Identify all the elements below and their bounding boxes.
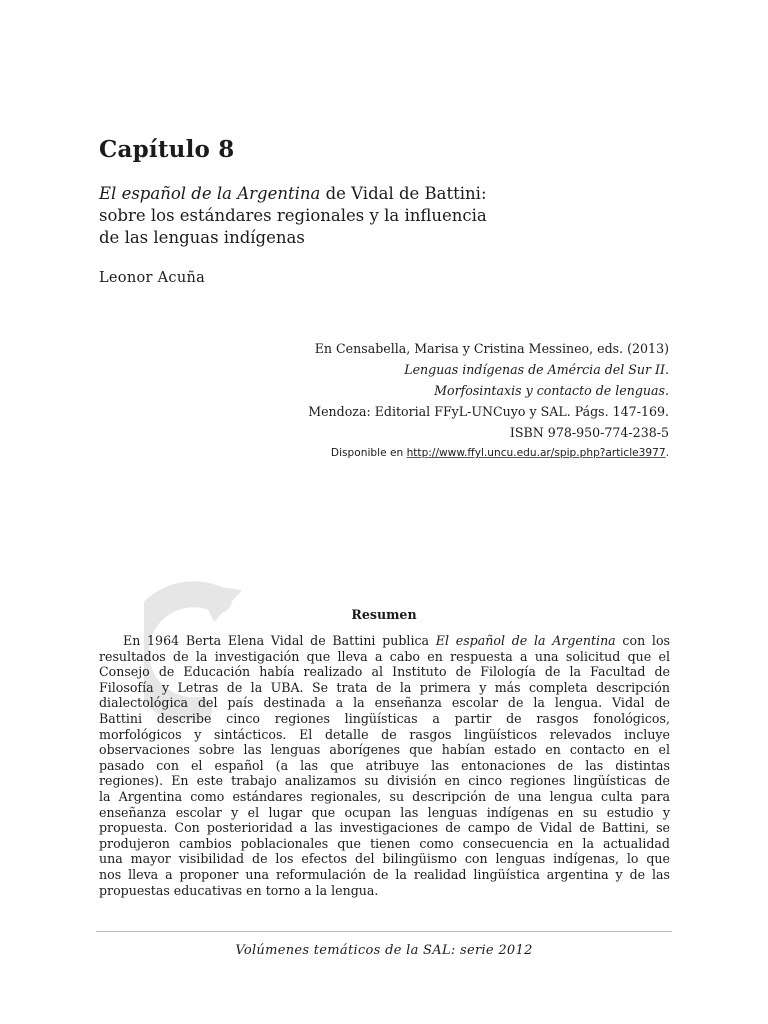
citation-book-line-1 (249, 359, 669, 380)
citation-isbn: ISBN 978-950-774-238-5 (509, 425, 669, 440)
abstract-line: enseñanza escolar y el lugar que ocupan las lenguas indígenas en su estudio y (99, 804, 670, 820)
abstract-line: dialectológica del país destinada a la enseñanza escolar de la lengua. Vidal de (99, 695, 670, 711)
abstract-line: observaciones sobre las lenguas aborígenes que habían estado en contacto en el (99, 742, 670, 758)
abstract-line: morfológicos y sintácticos. El detalle de rasgos lingüísticos relevados incluye (99, 726, 670, 742)
abstract-book-title: El español de la Argentina (435, 633, 616, 648)
article-title (99, 183, 559, 249)
citation-book-line-2 (249, 380, 669, 401)
abstract-line: regiones). En este trabajo analizamos su división en cinco regiones lingüísticas de (99, 773, 670, 789)
abstract-line: la Argentina como estándares regionales, su descripción de una lengua culta para (99, 788, 670, 804)
abstract-text: En 1964 Berta Elena Vidal de Battini publica (123, 633, 436, 648)
abstract-line: una mayor visibilidad de los efectos del bilingüismo con lenguas indígenas, lo que (99, 851, 670, 867)
availability-suffix: . (665, 447, 669, 459)
author-name: Leonor Acuña (99, 270, 206, 286)
abstract-line: propuestas educativas en torno a la lengua. (99, 882, 379, 898)
abstract-line: nos lleva a proponer una reformulación de la realidad lingüística argentina y de las (99, 866, 670, 882)
abstract-line: Consejo de Educación había realizado al Instituto de Filología de la Facultad de (99, 664, 670, 680)
book-title-italic: El español de la Argentina (99, 184, 321, 203)
citation-book-title-2: Morfosintaxis y contacto de lenguas. (434, 383, 669, 398)
abstract-text: con los (615, 633, 670, 648)
abstract-line: Battini describe cinco regiones lingüísticas a partir de rasgos fonológicos, (99, 710, 670, 726)
footer-divider (96, 931, 672, 932)
availability-prefix: Disponible en (330, 447, 407, 459)
abstract-body (99, 633, 670, 898)
title-line1-rest: de Vidal de Battini: (320, 184, 487, 203)
citation-book-title-1: Lenguas indígenas de Amércia del Sur II. (404, 362, 669, 377)
abstract-line: produjeron cambios poblacionales que tienen como consecuencia en la actualidad (99, 835, 670, 851)
article-title-line-3: de las lenguas indígenas (99, 228, 305, 247)
article-title-line-1 (99, 183, 559, 205)
article-link[interactable]: http://www.ffyl.uncu.edu.ar/spip.php?article3977 (406, 447, 666, 459)
chapter-title: Capítulo 8 (99, 136, 235, 163)
article-title-line-2: sobre los estándares regionales y la influencia (99, 206, 487, 225)
citation-publisher: Mendoza: Editorial FFyL-UNCuyo y SAL. Págs. 147-169. (308, 404, 669, 419)
citation-source: En Censabella, Marisa y Cristina Messineo, eds. (2013) (314, 341, 669, 356)
abstract-line: pasado con el español (a las que atribuye las entonaciones de las distintas (99, 757, 670, 773)
abstract-heading: Resumen (351, 607, 417, 622)
page-footer: Volúmenes temáticos de la SAL: serie 2012 (235, 943, 533, 958)
citation-block (249, 338, 669, 463)
citation-availability (249, 443, 669, 463)
abstract-line (99, 633, 670, 649)
abstract-line: Filosofía y Letras de la UBA. Se trata de la primera y más completa descripción (99, 679, 670, 695)
abstract-line: resultados de la investigación que lleva a cabo en respuesta a una solicitud que el (99, 648, 670, 664)
abstract-line: propuesta. Con posterioridad a las investigaciones de campo de Vidal de Battini, se (99, 820, 670, 836)
